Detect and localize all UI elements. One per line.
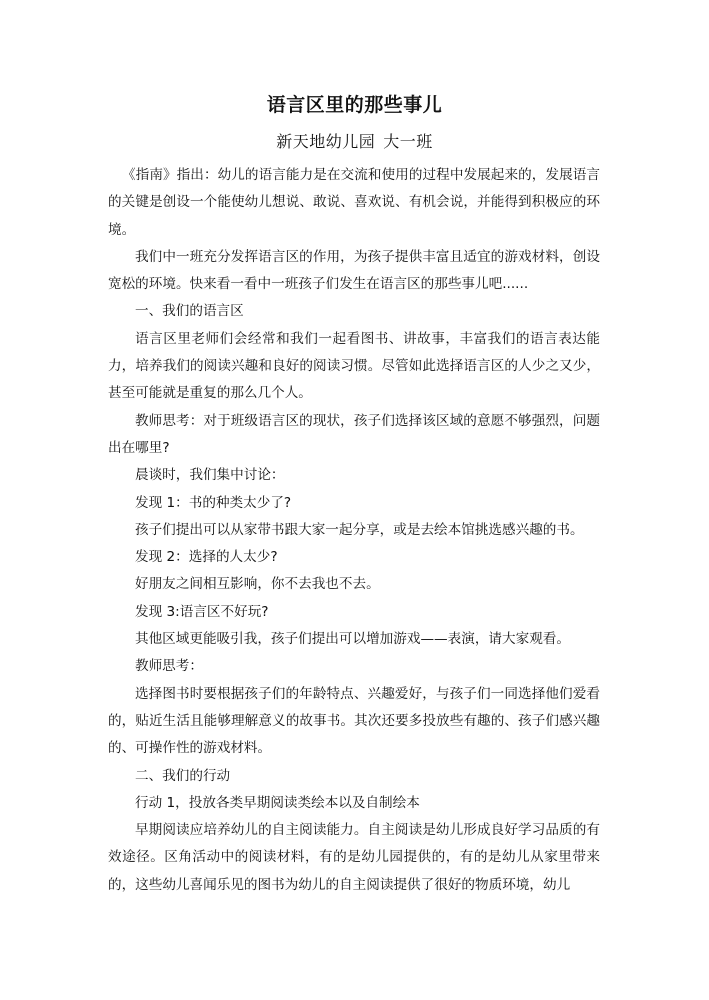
action-1-heading: 行动 1，投放各类早期阅读类绘本以及自制绘本 [135, 794, 420, 811]
paragraph-language-area: 语言区里老师们会经常和我们一起看图书、讲故事，丰富我们的语言表达能力，培养我们的阅读兴趣和良好的阅读习惯。尽管如此选择语言区的人少之又少，甚至可能就是重复的那么几个人。 [108, 330, 600, 402]
document-body [108, 162, 600, 899]
finding-2-text: 好朋友之间相互影响，你不去我也不去。 [135, 576, 380, 593]
finding-1-text: 孩子们提出可以从家带书跟大家一起分享，或是去绘本馆挑选感兴趣的书。 [135, 521, 584, 538]
paragraph-guide-quote: 《指南》指出：幼儿的语言能力是在交流和使用的过程中发展起来的，发展语言的关键是创设一个能使幼儿想说、敢说、喜欢说、有机会说，并能得到积极应的环境。 [108, 167, 600, 238]
paragraph-teacher-reflection-1: 教师思考：对于班级语言区的现状，孩子们选择该区域的意愿不够强烈，问题出在哪里? [108, 412, 600, 456]
paragraph-intro: 我们中一班充分发挥语言区的作用，为孩子提供丰富且适宜的游戏材料，创设宽松的环境。快来看一看中一班孩子们发生在语言区的那些事儿吧...... [108, 248, 600, 293]
paragraph-teacher-reflection-2: 选择图书时要根据孩子们的年龄特点、兴趣爱好，与孩子们一同选择他们爱看的，贴近生活且能够理解意义的故事书。其次还要多投放些有趣的、孩子们感兴趣的、可操作性的游戏材料。 [108, 685, 600, 757]
section-heading-actions: 二、我们的行动 [135, 767, 231, 784]
subtitle-class-name: 大一班 [383, 132, 433, 151]
finding-2-heading: 发现 2：选择的人太少? [135, 549, 278, 566]
section-heading-language-area: 一、我们的语言区 [135, 303, 244, 320]
document-title: 语言区里的那些事儿 [266, 94, 443, 116]
finding-1-heading: 发现 1：书的种类太少了? [135, 494, 292, 511]
finding-3-text: 其他区域更能吸引我，孩子们提出可以增加游戏——表演，请大家观看。 [135, 631, 570, 648]
document-subtitle [0, 130, 709, 154]
finding-3-heading: 发现 3:语言区不好玩? [135, 603, 269, 620]
paragraph-early-reading: 早期阅读应培养幼儿的自主阅读能力。自主阅读是幼儿形成良好学习品质的有效途径。区角活动中的阅读材料，有的是幼儿园提供的，有的是幼儿从家里带来的，这些幼儿喜闻乐见的图书为幼儿的自主阅读提供了很好的物质环境，幼儿 [108, 822, 600, 893]
teacher-reflection-2-heading: 教师思考： [135, 658, 203, 675]
subtitle-kindergarten-name: 新天地幼儿园 [276, 132, 376, 151]
paragraph-morning-talk: 晨谈时，我们集中讨论： [135, 467, 285, 484]
